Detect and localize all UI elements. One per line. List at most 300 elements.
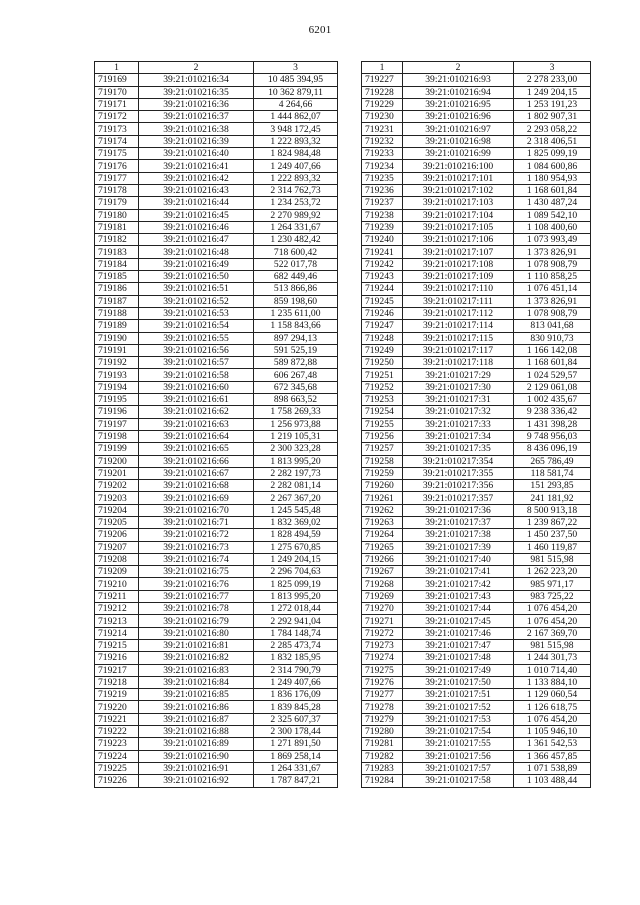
value-cell: 2 318 406,51 bbox=[514, 135, 591, 147]
row-number-cell: 719185 bbox=[95, 271, 139, 283]
row-number-cell: 719230 bbox=[362, 111, 403, 123]
row-number-cell: 719194 bbox=[95, 381, 139, 393]
value-cell: 1 168 601,84 bbox=[514, 357, 591, 369]
row-number-cell: 719221 bbox=[95, 713, 139, 725]
value-cell: 2 325 607,37 bbox=[254, 713, 338, 725]
value-cell: 1 010 714,40 bbox=[514, 664, 591, 676]
row-number-cell: 719248 bbox=[362, 332, 403, 344]
table-row bbox=[362, 689, 591, 701]
row-number-cell: 719184 bbox=[95, 258, 139, 270]
cadastral-number-cell: 39:21:010216:46 bbox=[139, 221, 254, 233]
row-number-cell: 719246 bbox=[362, 307, 403, 319]
table-row bbox=[95, 603, 338, 615]
value-cell: 1 430 487,24 bbox=[514, 197, 591, 209]
cadastral-number-cell: 39:21:010217:45 bbox=[403, 615, 514, 627]
table-row bbox=[362, 332, 591, 344]
table-row bbox=[362, 307, 591, 319]
row-number-cell: 719232 bbox=[362, 135, 403, 147]
value-cell: 1 230 482,42 bbox=[254, 234, 338, 246]
value-cell: 1 249 204,15 bbox=[514, 86, 591, 98]
cadastral-number-cell: 39:21:010217:118 bbox=[403, 357, 514, 369]
table-row bbox=[362, 123, 591, 135]
cadastral-number-cell: 39:21:010216:65 bbox=[139, 443, 254, 455]
table-row bbox=[95, 713, 338, 725]
row-number-cell: 719207 bbox=[95, 541, 139, 553]
cadastral-number-cell: 39:21:010216:99 bbox=[403, 148, 514, 160]
value-cell: 1 271 891,50 bbox=[254, 738, 338, 750]
cadastral-number-cell: 39:21:010216:80 bbox=[139, 627, 254, 639]
cadastral-number-cell: 39:21:010217:50 bbox=[403, 676, 514, 688]
cadastral-number-cell: 39:21:010216:84 bbox=[139, 676, 254, 688]
row-number-cell: 719234 bbox=[362, 160, 403, 172]
table-row bbox=[362, 492, 591, 504]
cadastral-number-cell: 39:21:010217:35 bbox=[403, 443, 514, 455]
header-cell-2: 2 bbox=[139, 62, 254, 74]
cadastral-number-cell: 39:21:010216:37 bbox=[139, 111, 254, 123]
row-number-cell: 719177 bbox=[95, 172, 139, 184]
cadastral-number-cell: 39:21:010216:96 bbox=[403, 111, 514, 123]
row-number-cell: 719189 bbox=[95, 320, 139, 332]
value-cell: 1 262 223,20 bbox=[514, 566, 591, 578]
cadastral-number-cell: 39:21:010216:92 bbox=[139, 775, 254, 787]
table-header-row bbox=[95, 62, 338, 74]
value-cell: 1 168 601,84 bbox=[514, 184, 591, 196]
value-cell: 1 256 973,88 bbox=[254, 418, 338, 430]
value-cell: 3 948 172,45 bbox=[254, 123, 338, 135]
table-row bbox=[362, 590, 591, 602]
cadastral-number-cell: 39:21:010216:43 bbox=[139, 184, 254, 196]
value-cell: 1 836 176,09 bbox=[254, 689, 338, 701]
table-row bbox=[95, 86, 338, 98]
table-row bbox=[95, 664, 338, 676]
row-number-cell: 719191 bbox=[95, 344, 139, 356]
cadastral-number-cell: 39:21:010216:56 bbox=[139, 344, 254, 356]
value-cell: 1 249 204,15 bbox=[254, 553, 338, 565]
table-row bbox=[362, 184, 591, 196]
row-number-cell: 719269 bbox=[362, 590, 403, 602]
row-number-cell: 719186 bbox=[95, 283, 139, 295]
table-row bbox=[95, 320, 338, 332]
value-cell: 1 219 105,31 bbox=[254, 430, 338, 442]
cadastral-number-cell: 39:21:010216:68 bbox=[139, 480, 254, 492]
value-cell: 1 825 099,19 bbox=[514, 148, 591, 160]
value-cell: 898 663,52 bbox=[254, 394, 338, 406]
value-cell: 1 784 148,74 bbox=[254, 627, 338, 639]
table-row bbox=[362, 504, 591, 516]
row-number-cell: 719276 bbox=[362, 676, 403, 688]
cadastral-number-cell: 39:21:010216:83 bbox=[139, 664, 254, 676]
row-number-cell: 719218 bbox=[95, 676, 139, 688]
header-cell-3: 3 bbox=[254, 62, 338, 74]
table-row bbox=[95, 184, 338, 196]
table-row bbox=[95, 258, 338, 270]
row-number-cell: 719263 bbox=[362, 516, 403, 528]
cadastral-number-cell: 39:21:010217:103 bbox=[403, 197, 514, 209]
row-number-cell: 719270 bbox=[362, 603, 403, 615]
row-number-cell: 719279 bbox=[362, 713, 403, 725]
value-cell: 1 108 400,60 bbox=[514, 221, 591, 233]
cadastral-number-cell: 39:21:010217:51 bbox=[403, 689, 514, 701]
row-number-cell: 719181 bbox=[95, 221, 139, 233]
row-number-cell: 719238 bbox=[362, 209, 403, 221]
cadastral-number-cell: 39:21:010216:81 bbox=[139, 639, 254, 651]
value-cell: 1 264 331,67 bbox=[254, 762, 338, 774]
table-row bbox=[362, 738, 591, 750]
value-cell: 1 249 407,66 bbox=[254, 160, 338, 172]
value-cell: 1 110 858,25 bbox=[514, 271, 591, 283]
row-number-cell: 719267 bbox=[362, 566, 403, 578]
header-cell-3: 3 bbox=[514, 62, 591, 74]
table-row bbox=[95, 283, 338, 295]
row-number-cell: 719260 bbox=[362, 480, 403, 492]
cadastral-number-cell: 39:21:010216:49 bbox=[139, 258, 254, 270]
table-row bbox=[362, 283, 591, 295]
cadastral-number-cell: 39:21:010216:86 bbox=[139, 701, 254, 713]
cadastral-number-cell: 39:21:010216:55 bbox=[139, 332, 254, 344]
value-cell: 10 362 879,11 bbox=[254, 86, 338, 98]
value-cell: 1 103 488,44 bbox=[514, 775, 591, 787]
value-cell: 1 832 369,02 bbox=[254, 516, 338, 528]
cadastral-number-cell: 39:21:010217:104 bbox=[403, 209, 514, 221]
cadastral-number-cell: 39:21:010216:38 bbox=[139, 123, 254, 135]
table-row bbox=[362, 418, 591, 430]
row-number-cell: 719212 bbox=[95, 603, 139, 615]
table-row bbox=[362, 381, 591, 393]
value-cell: 1 839 845,28 bbox=[254, 701, 338, 713]
value-cell: 4 264,66 bbox=[254, 98, 338, 110]
value-cell: 1 071 538,89 bbox=[514, 762, 591, 774]
row-number-cell: 719257 bbox=[362, 443, 403, 455]
value-cell: 718 600,42 bbox=[254, 246, 338, 258]
row-number-cell: 719174 bbox=[95, 135, 139, 147]
value-cell: 1 002 435,67 bbox=[514, 394, 591, 406]
cadastral-number-cell: 39:21:010216:57 bbox=[139, 357, 254, 369]
cadastral-number-cell: 39:21:010216:79 bbox=[139, 615, 254, 627]
table-row bbox=[95, 750, 338, 762]
table-row bbox=[95, 566, 338, 578]
value-cell: 9 748 956,03 bbox=[514, 430, 591, 442]
cadastral-number-cell: 39:21:010217:32 bbox=[403, 406, 514, 418]
cadastral-number-cell: 39:21:010216:76 bbox=[139, 578, 254, 590]
cadastral-number-cell: 39:21:010217:31 bbox=[403, 394, 514, 406]
value-cell: 1 158 843,66 bbox=[254, 320, 338, 332]
cadastral-number-cell: 39:21:010216:41 bbox=[139, 160, 254, 172]
header-cell-2: 2 bbox=[403, 62, 514, 74]
table-row bbox=[362, 578, 591, 590]
table-row bbox=[362, 148, 591, 160]
value-cell: 1 076 454,20 bbox=[514, 713, 591, 725]
row-number-cell: 719199 bbox=[95, 443, 139, 455]
left-register-table bbox=[94, 61, 338, 788]
table-row bbox=[362, 74, 591, 86]
row-number-cell: 719187 bbox=[95, 295, 139, 307]
cadastral-number-cell: 39:21:010217:117 bbox=[403, 344, 514, 356]
value-cell: 1 078 908,79 bbox=[514, 258, 591, 270]
cadastral-number-cell: 39:21:010216:74 bbox=[139, 553, 254, 565]
table-row bbox=[362, 701, 591, 713]
cadastral-number-cell: 39:21:010216:54 bbox=[139, 320, 254, 332]
row-number-cell: 719172 bbox=[95, 111, 139, 123]
cadastral-number-cell: 39:21:010217:112 bbox=[403, 307, 514, 319]
table-row bbox=[362, 652, 591, 664]
cadastral-number-cell: 39:21:010217:53 bbox=[403, 713, 514, 725]
table-row bbox=[362, 516, 591, 528]
cadastral-number-cell: 39:21:010217:102 bbox=[403, 184, 514, 196]
table-row bbox=[95, 615, 338, 627]
row-number-cell: 719180 bbox=[95, 209, 139, 221]
row-number-cell: 719203 bbox=[95, 492, 139, 504]
row-number-cell: 719265 bbox=[362, 541, 403, 553]
row-number-cell: 719169 bbox=[95, 74, 139, 86]
row-number-cell: 719262 bbox=[362, 504, 403, 516]
value-cell: 672 345,68 bbox=[254, 381, 338, 393]
table-row bbox=[362, 713, 591, 725]
cadastral-number-cell: 39:21:010216:64 bbox=[139, 430, 254, 442]
cadastral-number-cell: 39:21:010217:46 bbox=[403, 627, 514, 639]
row-number-cell: 719210 bbox=[95, 578, 139, 590]
value-cell: 2 167 369,70 bbox=[514, 627, 591, 639]
value-cell: 1 460 119,87 bbox=[514, 541, 591, 553]
cadastral-number-cell: 39:21:010216:90 bbox=[139, 750, 254, 762]
row-number-cell: 719278 bbox=[362, 701, 403, 713]
value-cell: 1 444 862,07 bbox=[254, 111, 338, 123]
value-cell: 1 084 600,86 bbox=[514, 160, 591, 172]
value-cell: 1 825 099,19 bbox=[254, 578, 338, 590]
cadastral-number-cell: 39:21:010216:87 bbox=[139, 713, 254, 725]
row-number-cell: 719226 bbox=[95, 775, 139, 787]
value-cell: 1 024 529,57 bbox=[514, 369, 591, 381]
value-cell: 981 515,98 bbox=[514, 553, 591, 565]
value-cell: 606 267,48 bbox=[254, 369, 338, 381]
row-number-cell: 719228 bbox=[362, 86, 403, 98]
value-cell: 1 824 984,48 bbox=[254, 148, 338, 160]
table-row bbox=[362, 295, 591, 307]
right-table-body bbox=[362, 62, 591, 788]
row-number-cell: 719244 bbox=[362, 283, 403, 295]
row-number-cell: 719280 bbox=[362, 726, 403, 738]
table-row bbox=[95, 689, 338, 701]
cadastral-number-cell: 39:21:010216:62 bbox=[139, 406, 254, 418]
row-number-cell: 719272 bbox=[362, 627, 403, 639]
value-cell: 1 166 142,08 bbox=[514, 344, 591, 356]
cadastral-number-cell: 39:21:010216:70 bbox=[139, 504, 254, 516]
row-number-cell: 719222 bbox=[95, 726, 139, 738]
header-cell-1: 1 bbox=[95, 62, 139, 74]
value-cell: 8 436 096,19 bbox=[514, 443, 591, 455]
row-number-cell: 719217 bbox=[95, 664, 139, 676]
row-number-cell: 719254 bbox=[362, 406, 403, 418]
table-row bbox=[95, 394, 338, 406]
table-row bbox=[95, 381, 338, 393]
table-row bbox=[95, 541, 338, 553]
row-number-cell: 719219 bbox=[95, 689, 139, 701]
cadastral-number-cell: 39:21:010216:48 bbox=[139, 246, 254, 258]
value-cell: 2 314 762,73 bbox=[254, 184, 338, 196]
cadastral-number-cell: 39:21:010216:53 bbox=[139, 307, 254, 319]
row-number-cell: 719193 bbox=[95, 369, 139, 381]
value-cell: 1 076 454,20 bbox=[514, 615, 591, 627]
cadastral-number-cell: 39:21:010216:71 bbox=[139, 516, 254, 528]
value-cell: 9 238 336,42 bbox=[514, 406, 591, 418]
cadastral-number-cell: 39:21:010217:29 bbox=[403, 369, 514, 381]
row-number-cell: 719253 bbox=[362, 394, 403, 406]
header-cell-1: 1 bbox=[362, 62, 403, 74]
row-number-cell: 719196 bbox=[95, 406, 139, 418]
value-cell: 2 285 473,74 bbox=[254, 639, 338, 651]
table-row bbox=[95, 516, 338, 528]
value-cell: 1 222 893,32 bbox=[254, 172, 338, 184]
row-number-cell: 719192 bbox=[95, 357, 139, 369]
value-cell: 1 089 542,10 bbox=[514, 209, 591, 221]
cadastral-number-cell: 39:21:010217:355 bbox=[403, 467, 514, 479]
value-cell: 1 373 826,91 bbox=[514, 295, 591, 307]
table-row bbox=[362, 467, 591, 479]
value-cell: 2 300 178,44 bbox=[254, 726, 338, 738]
row-number-cell: 719249 bbox=[362, 344, 403, 356]
value-cell: 1 802 907,31 bbox=[514, 111, 591, 123]
cadastral-number-cell: 39:21:010217:54 bbox=[403, 726, 514, 738]
table-row bbox=[362, 553, 591, 565]
table-row bbox=[95, 492, 338, 504]
row-number-cell: 719204 bbox=[95, 504, 139, 516]
value-cell: 1 813 995,20 bbox=[254, 455, 338, 467]
row-number-cell: 719231 bbox=[362, 123, 403, 135]
cadastral-number-cell: 39:21:010216:58 bbox=[139, 369, 254, 381]
cadastral-number-cell: 39:21:010216:77 bbox=[139, 590, 254, 602]
cadastral-number-cell: 39:21:010217:38 bbox=[403, 529, 514, 541]
table-row bbox=[95, 738, 338, 750]
value-cell: 2 129 061,08 bbox=[514, 381, 591, 393]
table-row bbox=[362, 480, 591, 492]
cadastral-number-cell: 39:21:010216:52 bbox=[139, 295, 254, 307]
cadastral-number-cell: 39:21:010217:105 bbox=[403, 221, 514, 233]
table-row bbox=[95, 775, 338, 787]
value-cell: 2 296 704,63 bbox=[254, 566, 338, 578]
cadastral-number-cell: 39:21:010216:39 bbox=[139, 135, 254, 147]
value-cell: 1 272 018,44 bbox=[254, 603, 338, 615]
row-number-cell: 719171 bbox=[95, 98, 139, 110]
table-row bbox=[362, 775, 591, 787]
table-row bbox=[362, 172, 591, 184]
value-cell: 1 076 454,20 bbox=[514, 603, 591, 615]
table-row bbox=[362, 406, 591, 418]
table-row bbox=[95, 467, 338, 479]
value-cell: 1 078 908,79 bbox=[514, 307, 591, 319]
cadastral-number-cell: 39:21:010217:43 bbox=[403, 590, 514, 602]
cadastral-number-cell: 39:21:010216:66 bbox=[139, 455, 254, 467]
row-number-cell: 719215 bbox=[95, 639, 139, 651]
value-cell: 1 222 893,32 bbox=[254, 135, 338, 147]
table-row bbox=[362, 664, 591, 676]
value-cell: 682 449,46 bbox=[254, 271, 338, 283]
table-row bbox=[362, 135, 591, 147]
table-row bbox=[95, 307, 338, 319]
table-row bbox=[95, 197, 338, 209]
table-row bbox=[362, 726, 591, 738]
row-number-cell: 719198 bbox=[95, 430, 139, 442]
table-row bbox=[95, 148, 338, 160]
row-number-cell: 719264 bbox=[362, 529, 403, 541]
value-cell: 241 181,92 bbox=[514, 492, 591, 504]
value-cell: 1 073 993,49 bbox=[514, 234, 591, 246]
value-cell: 1 249 407,66 bbox=[254, 676, 338, 688]
table-row bbox=[95, 762, 338, 774]
row-number-cell: 719220 bbox=[95, 701, 139, 713]
value-cell: 1 373 826,91 bbox=[514, 246, 591, 258]
value-cell: 985 971,17 bbox=[514, 578, 591, 590]
cadastral-number-cell: 39:21:010216:78 bbox=[139, 603, 254, 615]
cadastral-number-cell: 39:21:010216:89 bbox=[139, 738, 254, 750]
row-number-cell: 719206 bbox=[95, 529, 139, 541]
value-cell: 830 910,73 bbox=[514, 332, 591, 344]
row-number-cell: 719283 bbox=[362, 762, 403, 774]
value-cell: 2 314 790,79 bbox=[254, 664, 338, 676]
cadastral-number-cell: 39:21:010217:47 bbox=[403, 639, 514, 651]
table-row bbox=[362, 394, 591, 406]
cadastral-number-cell: 39:21:010217:33 bbox=[403, 418, 514, 430]
cadastral-number-cell: 39:21:010217:114 bbox=[403, 320, 514, 332]
value-cell: 1 431 398,28 bbox=[514, 418, 591, 430]
value-cell: 859 198,60 bbox=[254, 295, 338, 307]
cadastral-number-cell: 39:21:010217:354 bbox=[403, 455, 514, 467]
table-row bbox=[362, 541, 591, 553]
row-number-cell: 719233 bbox=[362, 148, 403, 160]
table-row bbox=[95, 639, 338, 651]
value-cell: 1 126 618,75 bbox=[514, 701, 591, 713]
row-number-cell: 719201 bbox=[95, 467, 139, 479]
row-number-cell: 719211 bbox=[95, 590, 139, 602]
table-row bbox=[95, 172, 338, 184]
cadastral-number-cell: 39:21:010216:50 bbox=[139, 271, 254, 283]
cadastral-number-cell: 39:21:010217:48 bbox=[403, 652, 514, 664]
table-row bbox=[95, 135, 338, 147]
row-number-cell: 719237 bbox=[362, 197, 403, 209]
table-row bbox=[95, 160, 338, 172]
row-number-cell: 719183 bbox=[95, 246, 139, 258]
value-cell: 981 515,98 bbox=[514, 639, 591, 651]
cadastral-number-cell: 39:21:010217:111 bbox=[403, 295, 514, 307]
value-cell: 2 300 323,28 bbox=[254, 443, 338, 455]
row-number-cell: 719239 bbox=[362, 221, 403, 233]
value-cell: 522 017,78 bbox=[254, 258, 338, 270]
table-row bbox=[95, 332, 338, 344]
cadastral-number-cell: 39:21:010216:47 bbox=[139, 234, 254, 246]
table-row bbox=[95, 98, 338, 110]
value-cell: 1 076 451,14 bbox=[514, 283, 591, 295]
table-row bbox=[95, 221, 338, 233]
table-row bbox=[95, 123, 338, 135]
table-row bbox=[362, 676, 591, 688]
table-row bbox=[362, 627, 591, 639]
table-row bbox=[362, 430, 591, 442]
table-row bbox=[362, 357, 591, 369]
table-row bbox=[95, 627, 338, 639]
cadastral-number-cell: 39:21:010216:69 bbox=[139, 492, 254, 504]
value-cell: 897 294,13 bbox=[254, 332, 338, 344]
table-row bbox=[362, 160, 591, 172]
row-number-cell: 719261 bbox=[362, 492, 403, 504]
table-row bbox=[95, 529, 338, 541]
cadastral-number-cell: 39:21:010217:108 bbox=[403, 258, 514, 270]
value-cell: 1 275 670,85 bbox=[254, 541, 338, 553]
row-number-cell: 719197 bbox=[95, 418, 139, 430]
right-register-table bbox=[361, 61, 591, 788]
table-row bbox=[95, 406, 338, 418]
cadastral-number-cell: 39:21:010217:357 bbox=[403, 492, 514, 504]
table-row bbox=[95, 553, 338, 565]
cadastral-number-cell: 39:21:010217:41 bbox=[403, 566, 514, 578]
value-cell: 589 872,88 bbox=[254, 357, 338, 369]
